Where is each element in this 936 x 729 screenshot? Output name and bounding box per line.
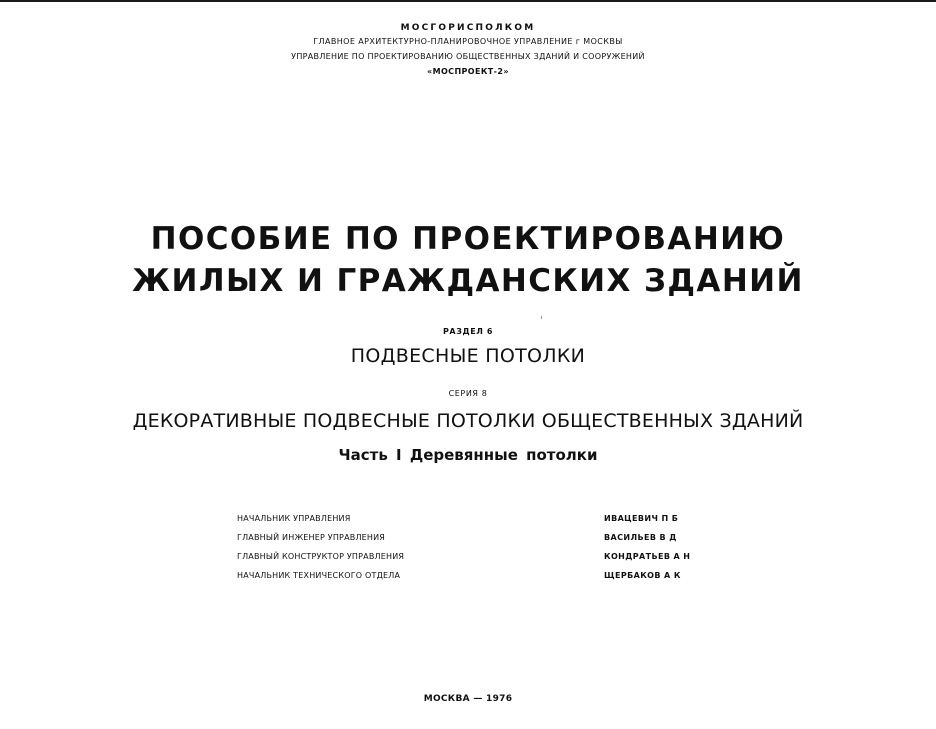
footer-place-year: МОСКВА — 1976 [423, 694, 513, 704]
org-line-3: УПРАВЛЕНИЕ ПО ПРОЕКТИРОВАНИЮ ОБЩЕСТВЕННЫХ ЗДАНИЙ И СООРУЖЕНИЙ [291, 52, 645, 61]
title-line-2: ЖИЛЫХ И ГРАЖДАНСКИХ ЗДАНИЙ [132, 263, 804, 299]
scan-mark [541, 316, 542, 319]
staff-role: НАЧАЛЬНИК ТЕХНИЧЕСКОГО ОТДЕЛА [237, 571, 401, 580]
staff-role: ГЛАВНЫЙ КОНСТРУКТОР УПРАВЛЕНИЯ [237, 552, 405, 561]
section-name: ПОДВЕСНЫЕ ПОТОЛКИ [350, 345, 586, 367]
org-line-4: «МОСПРОЕКТ-2» [427, 67, 509, 76]
series-name: ДЕКОРАТИВНЫЕ ПОДВЕСНЫЕ ПОТОЛКИ ОБЩЕСТВЕННЫХ ЗДАНИЙ [132, 410, 804, 432]
top-border-line [0, 0, 936, 2]
org-line-2: ГЛАВНОЕ АРХИТЕКТУРНО-ПЛАНИРОВОЧНОЕ УПРАВЛЕНИЕ г МОСКВЫ [313, 37, 623, 46]
title-line-1: ПОСОБИЕ ПО ПРОЕКТИРОВАНИЮ [150, 221, 786, 257]
staff-role: НАЧАЛЬНИК УПРАВЛЕНИЯ [237, 514, 351, 523]
section-label: РАЗДЕЛ 6 [442, 327, 494, 336]
part-title: Часть I Деревянные потолки [338, 446, 598, 464]
staff-name: КОНДРАТЬЕВ А Н [604, 552, 691, 561]
staff-name: ВАСИЛЬЕВ В Д [604, 533, 677, 542]
staff-role: ГЛАВНЫЙ ИНЖЕНЕР УПРАВЛЕНИЯ [237, 533, 386, 542]
staff-name: ЩЕРБАКОВ А К [604, 571, 681, 580]
org-line-1: МОСГОРИСПОЛКОМ [400, 23, 536, 33]
series-label: СЕРИЯ 8 [448, 389, 488, 398]
staff-name: ИВАЦЕВИЧ П Б [604, 514, 679, 523]
document-title [0, 218, 936, 302]
